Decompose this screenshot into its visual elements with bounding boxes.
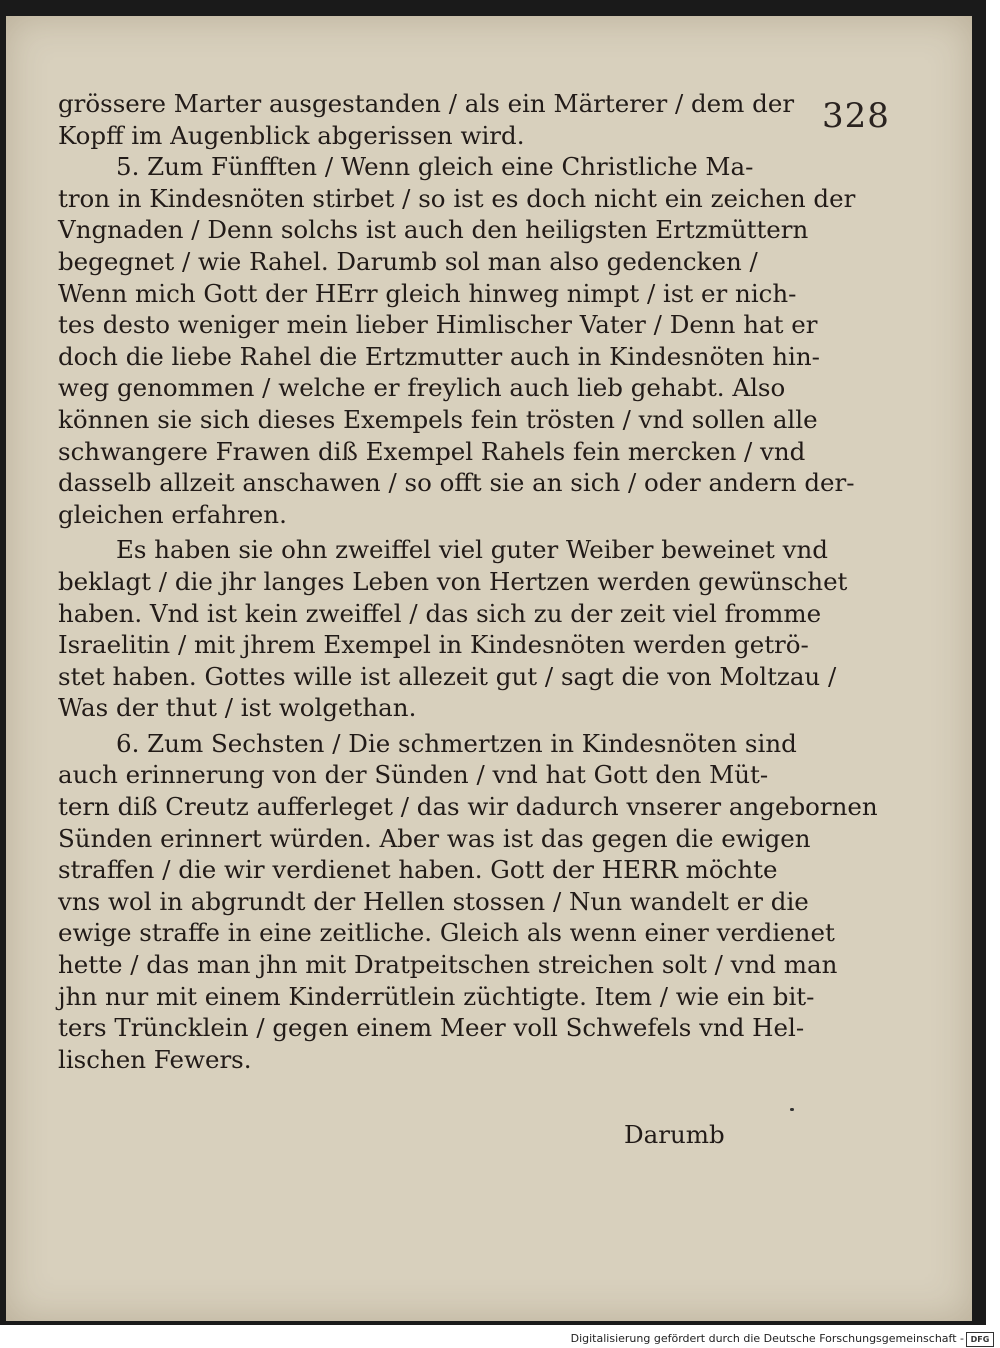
text-line: doch die liebe Rahel die Ertzmutter auch in Kindesnöten hin-: [58, 341, 820, 371]
text-line: stet haben. Gottes wille ist allezeit gut / sagt die von Moltzau /: [58, 661, 837, 691]
text-line: auch erinnerung von der Sünden / vnd hat Gott den Müt-: [58, 760, 769, 790]
text-line: begegnet / wie Rahel. Darumb sol man also gedencken /: [58, 246, 758, 276]
ink-speck: [790, 1108, 794, 1111]
text-line: vns wol in abgrundt der Hellen stossen / Nun wandelt er die: [58, 886, 809, 916]
text-line: beklagt / die jhr langes Leben von Hertzen werden gewünschet: [58, 566, 848, 596]
text-line: haben. Vnd ist kein zweiffel / das sich zu der zeit viel fromme: [58, 598, 822, 628]
text-line: grössere Marter ausgestanden / als ein Märterer / dem der: [58, 89, 795, 118]
text-line: tes desto weniger mein lieber Himlischer Vater / Denn hat er: [58, 310, 818, 340]
text-line: Wenn mich Gott der HErr gleich hinweg nimpt / ist er nich-: [58, 278, 797, 308]
text-line: dasselb allzeit anschawen / so offt sie an sich / oder andern der-: [58, 468, 855, 498]
text-line: straffen / die wir verdienet haben. Gott der HERR möchte: [58, 855, 778, 885]
text-line: Israelitin / mit jhrem Exempel in Kindesnöten werden getrö-: [58, 630, 809, 660]
dfg-logo: DFG: [966, 1332, 994, 1347]
text-line: ters Trüncklein / gegen einem Meer voll Schwefels vnd Hel-: [58, 1013, 805, 1043]
funding-notice: Digitalisierung gefördert durch die Deutsche Forschungsgemeinschaft -: [570, 1332, 964, 1345]
text-line: können sie sich dieses Exempels fein trösten / vnd sollen alle: [58, 404, 818, 434]
text-line: gleichen erfahren.: [58, 499, 287, 529]
text-line: tern diß Creutz aufferleget / das wir dadurch vnserer angebornen: [58, 792, 878, 822]
catchword: Darumb: [624, 1120, 725, 1149]
text-line: jhn nur mit einem Kinderrütlein züchtigte. Item / wie ein bit-: [58, 981, 815, 1011]
text-line: Was der thut / ist wolgethan.: [58, 693, 417, 723]
text-line: weg genommen / welche er freylich auch lieb gehabt. Also: [58, 373, 786, 403]
text-line: 6. Zum Sechsten / Die schmertzen in Kindesnöten sind: [116, 728, 797, 758]
text-line: Es haben sie ohn zweiffel viel guter Weiber beweinet vnd: [116, 535, 828, 565]
text-line: hette / das man jhn mit Dratpeitschen streichen solt / vnd man: [58, 950, 838, 980]
text-line: ewige straffe in eine zeitliche. Gleich als wenn einer verdienet: [58, 918, 835, 948]
text-line: lischen Fewers.: [58, 1044, 252, 1074]
text-line: schwangere Frawen diß Exempel Rahels fein mercken / vnd: [58, 436, 806, 466]
text-line: Kopff im Augenblick abgerissen wird.: [58, 120, 525, 150]
text-line: Sünden erinnert würden. Aber was ist das gegen die ewigen: [58, 823, 811, 853]
text-line: tron in Kindesnöten stirbet / so ist es doch nicht ein zeichen der: [58, 183, 856, 213]
text-line: Vngnaden / Denn solchs ist auch den heiligsten Ertzmüttern: [58, 215, 809, 245]
text-line: 5. Zum Fünfften / Wenn gleich eine Christliche Ma-: [116, 152, 754, 182]
footer: [0, 1331, 1000, 1348]
page-number: 328: [822, 96, 890, 136]
